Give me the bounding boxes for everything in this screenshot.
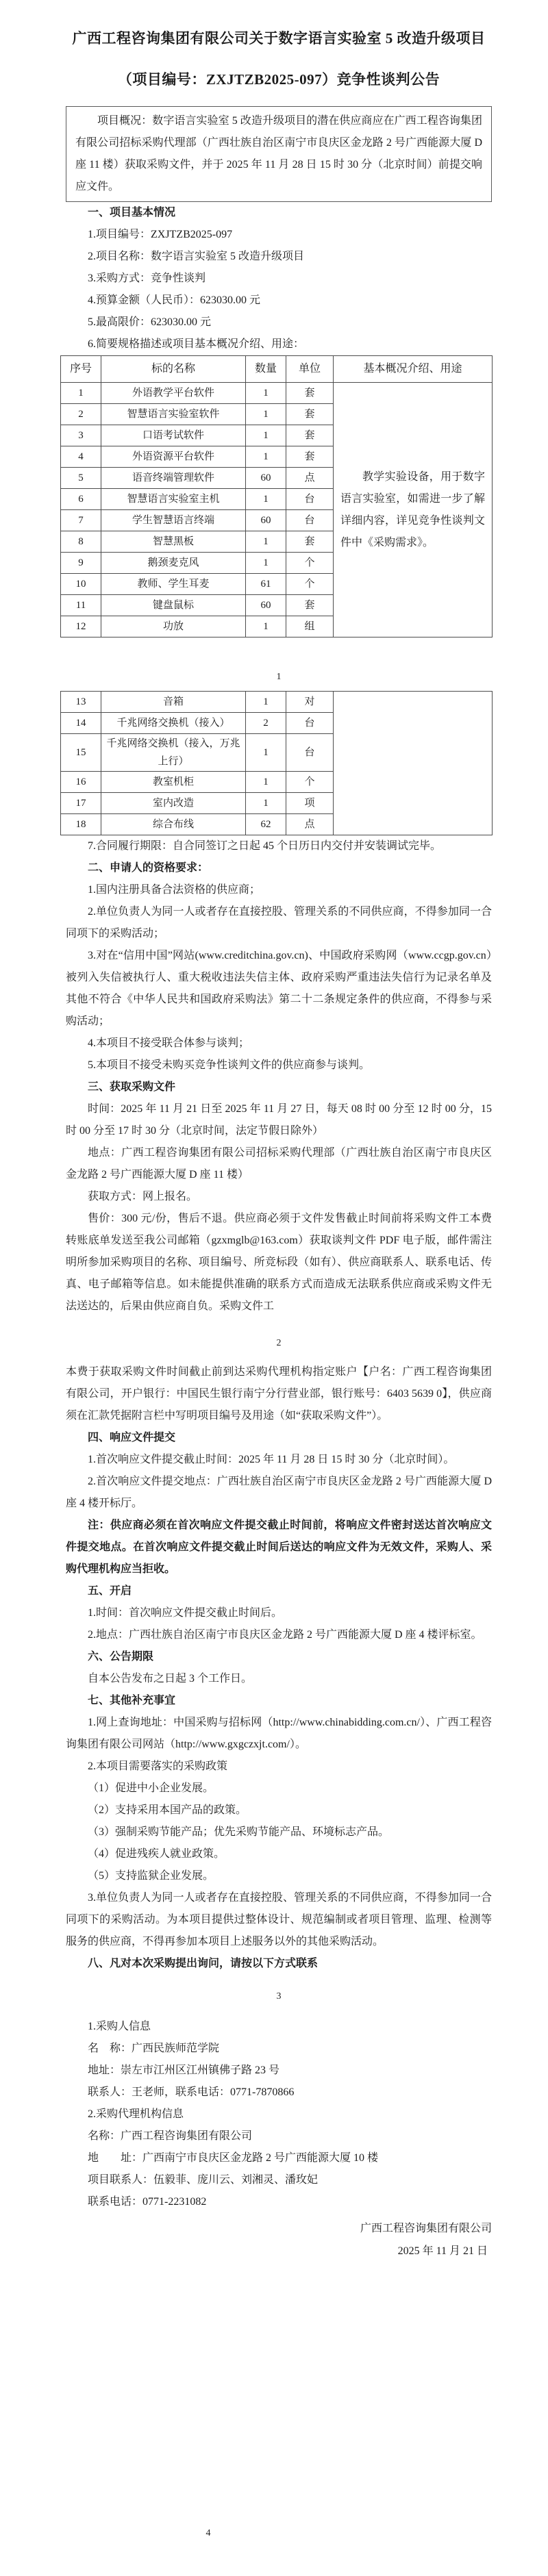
table-cell: 1 [246, 692, 286, 713]
table-cell: 口语考试软件 [101, 425, 246, 446]
table-cell: 1 [246, 404, 286, 425]
paragraph: 1.网上查询地址：中国采购与招标网（http://www.chinabidding.com.cn/）、广西工程咨询集团有限公司网站（http://www.gxgczxjt.com/）。 [66, 1717, 492, 1750]
table-cell: 个 [286, 772, 334, 793]
paragraph: 项目联系人：伍毅菲、庞川云、刘湘灵、潘玫妃 [88, 2174, 319, 2186]
paragraph: （3）强制采购节能产品；优先采购节能产品、环境标志产品。 [88, 1826, 390, 1838]
table-cell: 智慧黑板 [101, 531, 246, 553]
table-cell: 功放 [101, 616, 246, 637]
project-overview-text: 项目概况：数字语言实验室 5 改造升级项目的潜在供应商应在广西工程咨询集团有限公司招标采购代理部（广西壮族自治区南宁市良庆区金龙路 2 号广西能源大厦 D 座 11 楼）获取采购文件，并于 2025 年 11 月 28 日 15 时 30 分（北京时间）前提交响应文件。 [75, 115, 482, 192]
table-cell: 1 [246, 772, 286, 793]
table-cell: 键盘鼠标 [101, 595, 246, 616]
paragraph: 地点：广西工程咨询集团有限公司招标采购代理部（广西壮族自治区南宁市良庆区金龙路 2 号广西能源大厦 D 座 11 楼） [66, 1147, 492, 1180]
table-header-row [61, 356, 493, 383]
items-table-part1 [60, 355, 493, 637]
page-number: 4 [206, 2528, 211, 2538]
table-cell: 6 [61, 489, 101, 510]
table-cell: 鹅颈麦克风 [101, 553, 246, 574]
paragraph: 地 址：广西南宁市良庆区金龙路 2 号广西能源大厦 10 楼 [88, 2152, 379, 2164]
table-note-cell [334, 692, 493, 835]
paragraph: 售价：300 元/份，售后不退。供应商必须于文件发售截止时间前将采购文件工本费转账底单发送至我公司邮箱（gzxmglb@163.com）获取谈判文件 PDF 电子版，邮件需注明所参加采购项目的名称、项目编号、所竞标段（如有）、供应商联系人、联系电话、传真、电子邮箱等信息。如未能提供准确的联系方式而造成无法联系供应商或采购文件无法送达的，后果由供应商自负。采购文件工 [66, 1213, 492, 1312]
table-cell: 1 [246, 446, 286, 468]
paragraph: 联系人：王老师，联系电话：0771-7870866 [88, 2086, 295, 2098]
paragraph: 3.单位负责人为同一人或者存在直接控股、管理关系的不同供应商，不得参加同一合同项下的采购活动。为本项目提供过整体设计、规范编制或者项目管理、监理、检测等服务的供应商，不得再参加本项目上述服务以外的其他采购活动。 [66, 1892, 492, 1947]
paragraph: 时间：2025 年 11 月 21 日至 2025 年 11 月 27 日，每天 08 时 00 分至 12 时 00 分，15 时 00 分至 17 时 30 分（北京时间，法定节假日除外） [66, 1103, 492, 1137]
paragraph-continuation: 本费于获取采购文件时间截止前到达采购代理机构指定账户【户名：广西工程咨询集团有限公司，开户银行：中国民生银行南宁分行营业部，银行账号：6403 5639 0】，供应商须在汇款凭据附言栏中写明项目编号及用途（如“获取采购文件”）。 [66, 1366, 492, 1422]
table-cell: 1 [246, 616, 286, 637]
table-cell: 3 [61, 425, 101, 446]
table-cell: 17 [61, 793, 101, 814]
section-heading: 二、申请人的资格要求： [88, 862, 209, 874]
table-cell: 60 [246, 595, 286, 616]
paragraph: （1）促进中小企业发展。 [88, 1782, 214, 1794]
table-cell: 点 [286, 814, 334, 835]
section-heading: 八、凡对本次采购提出询问，请按以下方式联系 [88, 1958, 319, 1969]
table-cell: 教师、学生耳麦 [101, 574, 246, 595]
table-cell: 1 [246, 425, 286, 446]
table-cell: 台 [286, 510, 334, 531]
table-cell: 套 [286, 446, 334, 468]
table-header-cell: 序号 [61, 356, 101, 383]
paragraph: 2.地点：广西壮族自治区南宁市良庆区金龙路 2 号广西能源大厦 D 座 4 楼评标室。 [88, 1629, 482, 1641]
paragraph: 2.单位负责人为同一人或者存在直接控股、管理关系的不同供应商，不得参加同一合同项下的采购活动； [66, 906, 492, 939]
paragraph: 3.采购方式：竞争性谈判 [88, 273, 206, 284]
section-heading: 六、公告期限 [88, 1651, 154, 1663]
items-table-part2 [60, 691, 493, 835]
table-cell: 8 [61, 531, 101, 553]
table-cell: 2 [246, 713, 286, 734]
table-header-cell: 基本概况介绍、用途 [334, 356, 493, 383]
table-cell: 11 [61, 595, 101, 616]
paragraph: 2.采购代理机构信息 [88, 2108, 184, 2120]
page-number: 2 [276, 1338, 282, 1348]
section-heading: 三、获取采购文件 [88, 1081, 176, 1093]
table-cell: 1 [246, 489, 286, 510]
table-header-cell: 单位 [286, 356, 334, 383]
table-cell: 套 [286, 531, 334, 553]
paragraph: 4.本项目不接受联合体参与谈判； [88, 1037, 250, 1049]
table-header-cell: 标的名称 [101, 356, 246, 383]
paragraph: （5）支持监狱企业发展。 [88, 1870, 214, 1882]
table-cell: 套 [286, 383, 334, 404]
paragraph: 1.时间：首次响应文件提交截止时间后。 [88, 1607, 283, 1619]
paragraph: （4）促进残疾人就业政策。 [88, 1848, 225, 1860]
paragraph: 获取方式：网上报名。 [88, 1191, 198, 1202]
table-cell: 1 [246, 383, 286, 404]
paragraph: 2.项目名称：数字语言实验室 5 改造升级项目 [88, 251, 305, 262]
table-cell: 9 [61, 553, 101, 574]
table-cell: 智慧语言实验室软件 [101, 404, 246, 425]
table-cell: 4 [61, 446, 101, 468]
table-cell: 台 [286, 734, 334, 772]
doc-title-line: 广西工程咨询集团有限公司关于数字语言实验室 5 改造升级项目 [72, 30, 486, 47]
table-cell: 组 [286, 616, 334, 637]
table-cell: 外语教学平台软件 [101, 383, 246, 404]
section-heading: 五、开启 [88, 1585, 132, 1597]
signature-company: 广西工程咨询集团有限公司 [360, 2223, 492, 2234]
paragraph: 联系电话：0771-2231082 [88, 2196, 207, 2208]
signature-date: 2025 年 11 月 21 日 [397, 2245, 488, 2257]
table-cell: 个 [286, 553, 334, 574]
table-cell: 台 [286, 713, 334, 734]
table-cell: 62 [246, 814, 286, 835]
table-cell: 10 [61, 574, 101, 595]
table-cell: 室内改造 [101, 793, 246, 814]
table-cell: 对 [286, 692, 334, 713]
table-cell: 18 [61, 814, 101, 835]
table-cell: 1 [61, 383, 101, 404]
table-cell: 智慧语言实验室主机 [101, 489, 246, 510]
table-cell: 1 [246, 553, 286, 574]
signature-block [66, 2217, 492, 2262]
table-cell: 15 [61, 734, 101, 772]
paragraph: 4.预算金额（人民币）：623030.00 元 [88, 294, 261, 306]
paragraph: 名 称：广西民族师范学院 [88, 2043, 220, 2054]
paragraph: 自本公告发布之日起 3 个工作日。 [88, 1673, 253, 1684]
table-cell: 套 [286, 404, 334, 425]
paragraph: 2.本项目需要落实的采购政策 [88, 1760, 228, 1772]
table-cell: 项 [286, 793, 334, 814]
page-number: 1 [276, 672, 282, 682]
project-overview-box [66, 106, 492, 202]
paragraph: 1.国内注册具备合法资格的供应商； [88, 884, 261, 896]
table-cell: 60 [246, 510, 286, 531]
table-cell: 点 [286, 468, 334, 489]
table-cell: 语音终端管理软件 [101, 468, 246, 489]
paragraph: 2.首次响应文件提交地点：广西壮族自治区南宁市良庆区金龙路 2 号广西能源大厦 D 座 4 楼开标厅。 [66, 1476, 492, 1509]
table-header-cell: 数量 [246, 356, 286, 383]
table-cell: 1 [246, 793, 286, 814]
table-cell: 台 [286, 489, 334, 510]
table-cell: 1 [246, 531, 286, 553]
table-cell: 个 [286, 574, 334, 595]
section-heading: 七、其他补充事宜 [88, 1695, 176, 1706]
table-cell: 61 [246, 574, 286, 595]
paragraph: 5.最高限价：623030.00 元 [88, 316, 212, 328]
paragraph: 6.简要规格描述或项目基本概况介绍、用途： [88, 338, 305, 350]
table-cell: 7 [61, 510, 101, 531]
paragraph: 7.合同履行期限：自合同签订之日起 45 个日历日内交付并安装调试完毕。 [88, 840, 442, 852]
paragraph: （2）支持采用本国产品的政策。 [88, 1804, 247, 1816]
table-cell: 外语资源平台软件 [101, 446, 246, 468]
table-cell: 音箱 [101, 692, 246, 713]
table-cell: 套 [286, 595, 334, 616]
table-cell: 学生智慧语言终端 [101, 510, 246, 531]
table-cell: 1 [246, 734, 286, 772]
paragraph: 名称：广西工程咨询集团有限公司 [88, 2130, 253, 2142]
paragraph: 1.采购人信息 [88, 2021, 151, 2032]
table-cell: 千兆网络交换机（接入） [101, 713, 246, 734]
table-cell: 千兆网络交换机（接入，万兆上行） [101, 734, 246, 772]
table-cell: 12 [61, 616, 101, 637]
paragraph: 1.项目编号：ZXJTZB2025-097 [88, 229, 233, 240]
table-cell: 综合布线 [101, 814, 246, 835]
table-cell: 14 [61, 713, 101, 734]
section-heading: 四、响应文件提交 [88, 1432, 176, 1443]
table-cell: 套 [286, 425, 334, 446]
table-cell: 教室机柜 [101, 772, 246, 793]
paragraph: 3.对在“信用中国”网站(www.creditchina.gov.cn)、中国政府采购网（www.ccgp.gov.cn）被列入失信被执行人、重大税收违法失信主体、政府采购严重违法失信行为记录名单及其他不符合《中华人民共和国政府采购法》第二十二条规定条件的供应商，不得参与采购活动； [66, 950, 492, 1027]
paragraph: 5.本项目不接受未购买竞争性谈判文件的供应商参与谈判。 [88, 1059, 371, 1071]
table-cell: 16 [61, 772, 101, 793]
table-cell: 60 [246, 468, 286, 489]
table-row [61, 692, 493, 713]
table-row [61, 383, 493, 404]
table-cell: 13 [61, 692, 101, 713]
section-heading: 一、项目基本情况 [88, 207, 176, 218]
table-cell: 5 [61, 468, 101, 489]
table-cell: 2 [61, 404, 101, 425]
page-number: 3 [276, 1991, 282, 2002]
note-paragraph: 注：供应商必须在首次响应文件提交截止时间前，将响应文件密封送达首次响应文件提交地点。在首次响应文件提交截止时间后送达的响应文件为无效文件，采购人、采购代理机构应当拒收。 [66, 1519, 492, 1575]
paragraph: 1.首次响应文件提交截止时间：2025 年 11 月 28 日 15 时 30 分（北京时间）。 [88, 1454, 455, 1465]
doc-title-line: （项目编号：ZXJTZB2025-097）竞争性谈判公告 [117, 71, 440, 88]
table-note-cell: 教学实验设备，用于数字语言实验室，如需进一步了解详细内容，详见竞争性谈判文件中《采购需求》。 [334, 383, 493, 637]
paragraph: 地址：崇左市江州区江州镇佛子路 23 号 [88, 2064, 280, 2076]
